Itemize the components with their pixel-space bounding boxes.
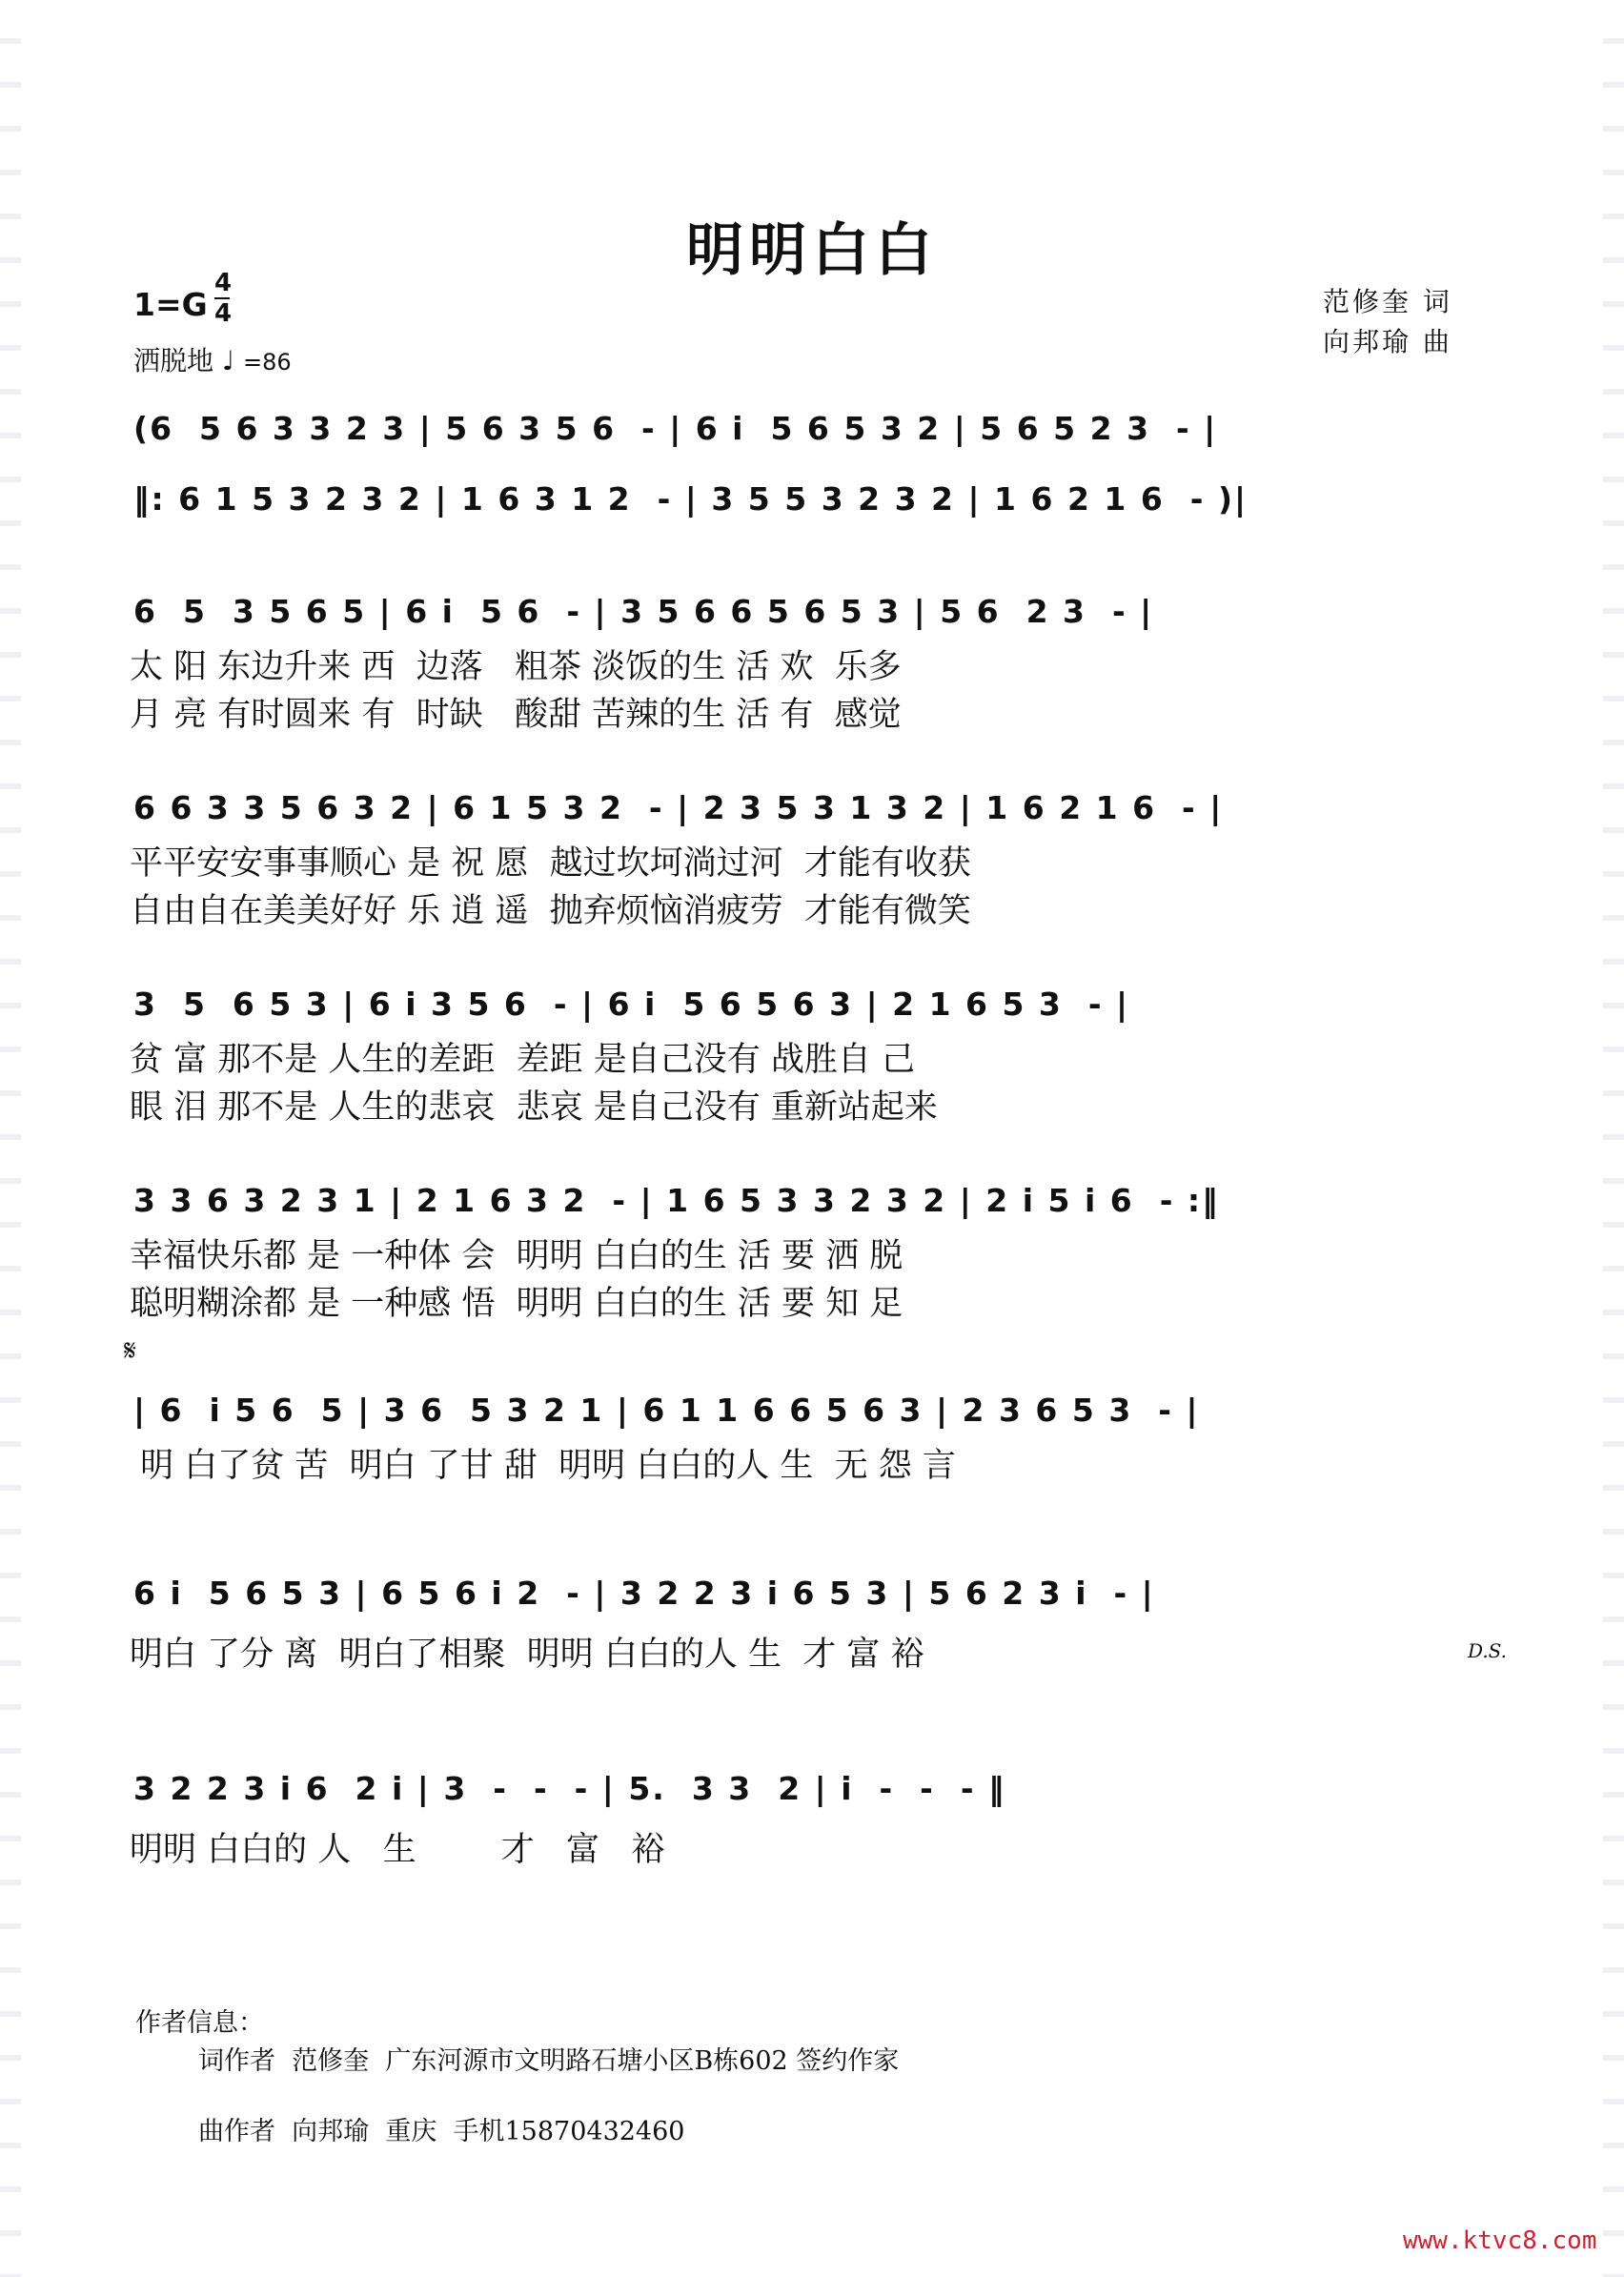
author-info-composer: 曲作者 向邦瑜 重庆 手机15870432460 [198, 2117, 685, 2146]
composer-credit: 向邦瑜 曲 [1323, 326, 1452, 357]
staff-row-2 [124, 469, 1506, 536]
staff-row-5 [124, 974, 1506, 1136]
time-top: 4 [214, 269, 233, 297]
staff-row-6 [124, 1170, 1506, 1332]
tempo-style: 洒脱地 [133, 345, 214, 376]
staff-row-1 [124, 398, 1506, 465]
author-info-header: 作者信息： [135, 2008, 264, 2038]
tempo-value: =86 [243, 349, 292, 376]
lyrics-verse2-row-3: 月 亮 有时圆来 有 时缺 酸甜 苦辣的生 活 有 感觉 [130, 696, 902, 734]
quarter-note-icon: ♩ [221, 345, 235, 376]
key-signature [133, 286, 208, 323]
lyrics-row-9: 明明 白白的 人 生 才 富 裕 [130, 1831, 665, 1869]
lyrics-verse1-row-4: 平平安安事事顺心 是 祝 愿 越过坎坷淌过河 才能有收获 [130, 844, 971, 883]
notes-row-6: 3 3 6 3 2 3 1 | 2 1 6 3 2 - | 1 6 5 3 3 2 3 2 | 2 i 5 i 6 - :‖ [133, 1182, 1220, 1219]
notes-row-9: 3 2 2 3 i 6 2 i | 3 - - - | 5. 3 3 2 | i - - - ‖ [133, 1770, 1006, 1807]
lyrics-verse1-row-5: 贫 富 那不是 人生的差距 差距 是自己没有 战胜自 己 [130, 1041, 916, 1079]
right-margin-strip [1603, 0, 1624, 2277]
staff-row-7 [124, 1334, 1506, 1496]
segno-sign: 𝄋 [124, 1334, 136, 1368]
site-watermark: www.ktvc8.com [1403, 2226, 1597, 2255]
lyricist-credit: 范修奎 词 [1323, 286, 1452, 317]
staff-row-8 [124, 1563, 1506, 1687]
notes-row-2: ‖: 6 1 5 3 2 3 2 | 1 6 3 1 2 - | 3 5 5 3 2 3 2 | 1 6 2 1 6 - )| [133, 480, 1248, 518]
staff-row-3 [124, 581, 1506, 743]
lyrics-verse1-row-6: 幸福快乐都 是 一种体 会 明明 白白的生 活 要 洒 脱 [130, 1237, 903, 1275]
notes-row-3: 6 5 3 5 6 5 | 6 i 5 6 - | 3 5 6 6 5 6 5 3 | 5 6 2 3 - | [133, 593, 1154, 630]
notes-row-4: 6 6 3 3 5 6 3 2 | 6 1 5 3 2 - | 2 3 5 3 1 3 2 | 1 6 2 1 6 - | [133, 789, 1224, 826]
da-segno-mark: D.S. [1468, 1639, 1508, 1662]
author-info-lyricist: 词作者 范修奎 广东河源市文明路石塘小区B栋602 签约作家 [198, 2046, 900, 2076]
notes-row-7: | 6 i 5 6 5 | 3 6 5 3 2 1 | 6 1 1 6 6 5 6 3 | 2 3 6 5 3 - | [133, 1392, 1200, 1429]
lyrics-verse2-row-4: 自由自在美美好好 乐 逍 遥 抛弃烦恼消疲劳 才能有微笑 [130, 892, 971, 930]
lyrics-verse2-row-5: 眼 泪 那不是 人生的悲哀 悲哀 是自己没有 重新站起来 [130, 1088, 938, 1127]
song-title: 明明白白 [686, 217, 938, 284]
staff-row-4 [124, 778, 1506, 940]
lyrics-row-7: 明 白了贫 苦 明白 了甘 甜 明明 白白的人 生 无 怨 言 [130, 1447, 956, 1485]
notes-row-5: 3 5 6 5 3 | 6 i 3 5 6 - | 6 i 5 6 5 6 3 | 2 1 6 5 3 - | [133, 986, 1130, 1023]
lyrics-verse1-row-3: 太 阳 东边升来 西 边落 粗茶 淡饭的生 活 欢 乐多 [130, 648, 902, 686]
time-signature [214, 269, 232, 328]
notes-row-8: 6 i 5 6 5 3 | 6 5 6 i 2 - | 3 2 2 3 i 6 5 3 | 5 6 2 3 i - | [133, 1575, 1155, 1612]
key-label: 1=G [133, 286, 208, 323]
left-margin-strip [0, 0, 21, 2277]
tempo-marking [133, 340, 292, 378]
time-bottom: 4 [214, 299, 233, 328]
notes-row-1: (6 5 6 3 3 2 3 | 5 6 3 5 6 - | 6 i 5 6 5 3 2 | 5 6 5 2 3 - | [133, 410, 1218, 447]
lyrics-verse2-row-6: 聪明糊涂都 是 一种感 悟 明明 白白的生 活 要 知 足 [130, 1285, 903, 1323]
staff-row-9 [124, 1759, 1506, 1882]
lyrics-row-8: 明白 了分 离 明白了相聚 明明 白白的人 生 才 富 裕 [130, 1636, 924, 1674]
